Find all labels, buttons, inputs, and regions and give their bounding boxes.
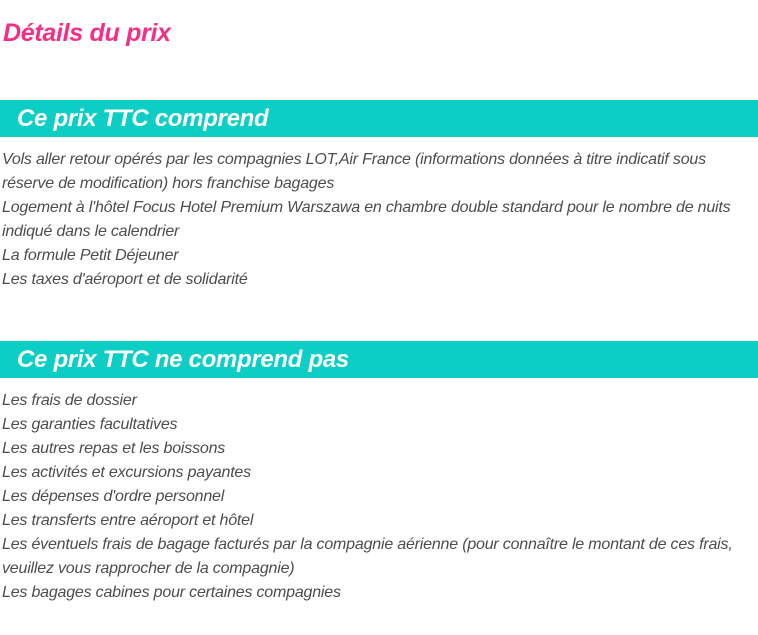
- list-item: Vols aller retour opérés par les compagnies LOT,Air France (informations données à titre indicatif sous réserve de modification) hors franchise bagages: [2, 151, 706, 192]
- section-price-excluded: [0, 341, 758, 605]
- excluded-items-list: [0, 389, 758, 605]
- list-item: La formule Petit Déjeuner: [2, 247, 179, 264]
- list-item: Les dépenses d'ordre personnel: [2, 488, 225, 505]
- list-item: Les bagages cabines pour certaines compagnies: [2, 584, 341, 601]
- included-section-heading: Ce prix TTC comprend: [17, 104, 269, 132]
- list-item: Logement à l'hôtel Focus Hotel Premium Warszawa en chambre double standard pour le nombre de nuits indiqué dans le calendrier: [2, 199, 731, 240]
- list-item: Les taxes d'aéroport et de solidarité: [2, 271, 248, 288]
- list-item: Les autres repas et les boissons: [2, 440, 226, 457]
- page-title: Détails du prix: [3, 19, 171, 47]
- excluded-section-banner: [0, 341, 758, 378]
- list-item: Les activités et excursions payantes: [2, 464, 251, 481]
- list-item: Les transferts entre aéroport et hôtel: [2, 512, 254, 529]
- section-price-included: [0, 100, 758, 292]
- list-item: Les frais de dossier: [2, 392, 137, 409]
- included-section-banner: [0, 100, 758, 137]
- list-item: Les garanties facultatives: [2, 416, 178, 433]
- included-items-list: [0, 148, 758, 292]
- excluded-section-heading: Ce prix TTC ne comprend pas: [17, 345, 349, 373]
- list-item: Les éventuels frais de bagage facturés par la compagnie aérienne (pour connaître le montant de ces frais, veuillez vous rapprocher de la compagnie): [2, 536, 733, 577]
